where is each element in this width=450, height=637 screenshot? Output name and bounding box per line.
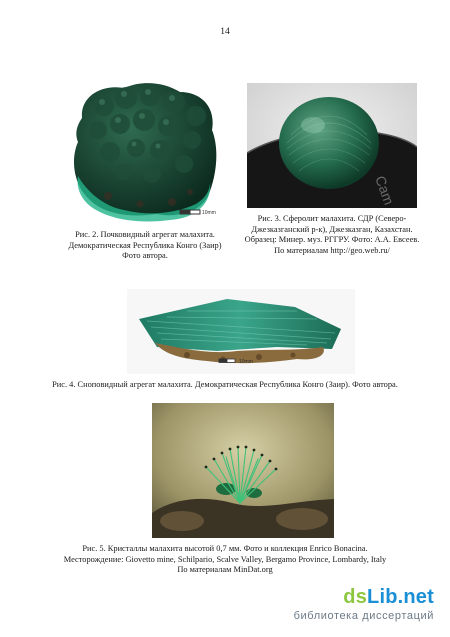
figure-4-caption	[0, 380, 450, 391]
figure-5-caption	[0, 544, 450, 576]
dslib-tagline: библиотека диссертаций	[293, 610, 434, 622]
dslib-brand	[294, 586, 434, 608]
figure-3-caption-line: Рис. 3. Сферолит малахита. СДР (Северо-	[257, 214, 407, 223]
figure-3-photo	[247, 83, 417, 208]
dslib-logo[interactable]	[294, 586, 434, 622]
svg-text:Cam: Cam	[372, 173, 398, 207]
dslib-brand-left: ds	[343, 586, 368, 608]
figure-4-scale-label: 10mm	[239, 359, 253, 365]
figure-3-caption-line: По материалам http://geo.web.ru/	[274, 245, 390, 255]
watermark-footer	[0, 582, 450, 637]
figure-4-caption-line: Рис. 4. Снопoвидный агрегат малахита. Демократическая Республика Конго (Заир). Фото автора.	[52, 380, 398, 389]
figure-3-caption-line: Джезказганский р-к), Джезказган, Казахстан.	[251, 224, 413, 234]
page-number: 14	[220, 27, 230, 37]
figure-2-caption-line: Демократическая Республика Конго (Заир)	[68, 240, 222, 250]
figure-2-caption-line: Рис. 2. Почковидный агрегат малахита.	[75, 230, 215, 239]
figure-3-caption	[232, 214, 432, 256]
figure-5-photo	[152, 403, 334, 538]
figure-2-photo	[60, 78, 230, 224]
figure-2-caption	[45, 230, 245, 262]
dslib-brand-right: Lib.net	[367, 586, 434, 608]
figure-4-photo	[127, 289, 355, 374]
figure-3-caption-line: Образец: Минер. муз. РГГРУ. Фото: А.А. Евсеев.	[244, 235, 420, 245]
figure-5-caption-line: Рис. 5. Кристаллы малахита высотой 0,7 мм. Фото и коллекция Enrico Bonacina.	[82, 544, 368, 553]
figure-2-caption-line: Фото автора.	[122, 251, 168, 261]
figure-5-caption-line: По материалам MinDat.org	[177, 565, 273, 575]
figure-5-caption-line: Месторождение: Giovetto mine, Schilpario, Scalve Valley, Bergamo Province, Lombardy, Italy	[63, 554, 387, 564]
figure-2-scale-label: 10mm	[202, 210, 216, 216]
